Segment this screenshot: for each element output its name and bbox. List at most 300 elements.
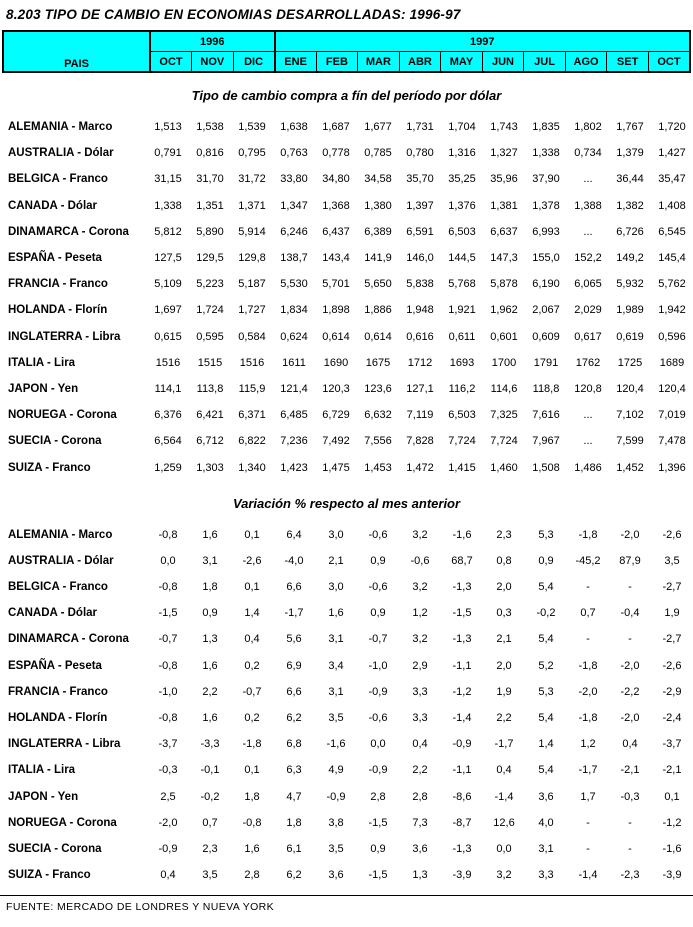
- country-label: ESPAÑA - Peseta: [8, 252, 102, 265]
- value-cell: 6,389: [364, 225, 392, 238]
- value-cell: 6,376: [154, 409, 182, 422]
- value-cell: 2,2: [412, 764, 428, 777]
- value-cell: -2,6: [662, 659, 682, 672]
- value-cell: 0,3: [496, 607, 512, 620]
- value-cell: 113,8: [196, 382, 224, 395]
- value-cell: 2,8: [412, 790, 428, 803]
- value-cell: 0,4: [160, 869, 176, 882]
- country-label: INGLATERRA - Libra: [8, 738, 121, 751]
- value-cell: 3,2: [496, 869, 512, 882]
- year-row: [3, 31, 690, 52]
- value-cell: 0,4: [622, 738, 638, 751]
- country-label: FRANCIA - Franco: [8, 685, 108, 698]
- value-cell: -1,3: [452, 581, 472, 594]
- value-cell: 2,1: [496, 633, 512, 646]
- value-cell: 2,3: [496, 528, 512, 541]
- month-header-oct-12: OCT: [648, 52, 690, 73]
- value-cell: -45,2: [575, 554, 601, 567]
- value-cell: 5,530: [280, 278, 308, 291]
- value-cell: 1,6: [202, 528, 218, 541]
- month-header-ago-10: AGO: [565, 52, 607, 73]
- value-cell: 68,7: [451, 554, 473, 567]
- value-cell: 7,556: [364, 435, 392, 448]
- value-cell: 129,5: [196, 252, 224, 265]
- country-label: AUSTRALIA - Dólar: [8, 147, 114, 160]
- month-header-ene-3: ENE: [275, 52, 317, 73]
- month-header-set-11: SET: [607, 52, 649, 73]
- year-1997-header: 1997: [275, 31, 690, 52]
- value-cell: 0,795: [238, 147, 266, 160]
- value-cell: 3,0: [328, 528, 344, 541]
- value-cell: 121,4: [280, 382, 308, 395]
- value-cell: 1,486: [574, 461, 602, 474]
- value-cell: 2,0: [496, 659, 512, 672]
- value-cell: 120,4: [658, 382, 686, 395]
- value-cell: 6,371: [238, 409, 266, 422]
- value-cell: 6,246: [280, 225, 308, 238]
- value-cell: 1,340: [238, 461, 266, 474]
- value-cell: 1,6: [202, 712, 218, 725]
- value-cell: 6,726: [616, 225, 644, 238]
- value-cell: 0,9: [370, 842, 386, 855]
- value-cell: -1,5: [452, 607, 472, 620]
- value-cell: 1,921: [448, 304, 476, 317]
- value-cell: 5,768: [448, 278, 476, 291]
- value-cell: 0,791: [154, 147, 182, 160]
- value-cell: 1,802: [574, 121, 602, 134]
- value-cell: -2,9: [662, 685, 682, 698]
- value-cell: -8,6: [452, 790, 472, 803]
- value-cell: 1,388: [574, 199, 602, 212]
- table-row: [0, 757, 693, 783]
- value-cell: 1,9: [664, 607, 680, 620]
- value-cell: -0,7: [242, 685, 262, 698]
- value-cell: 1,508: [532, 461, 560, 474]
- country-label: ESPAÑA - Peseta: [8, 659, 102, 672]
- value-cell: 6,6: [286, 685, 302, 698]
- value-cell: 3,1: [202, 554, 218, 567]
- value-cell: 0,609: [532, 330, 560, 343]
- value-cell: 116,2: [448, 382, 476, 395]
- value-cell: 1762: [575, 356, 601, 369]
- value-cell: -0,3: [620, 790, 640, 803]
- table-row: [0, 402, 693, 428]
- header-table: [2, 30, 691, 73]
- value-cell: 1,677: [364, 121, 392, 134]
- value-cell: -: [628, 842, 632, 855]
- value-cell: -0,8: [158, 528, 178, 541]
- value-cell: 5,223: [196, 278, 224, 291]
- year-1996-header: 1996: [150, 31, 275, 52]
- value-cell: 5,878: [490, 278, 518, 291]
- value-cell: 2,3: [202, 842, 218, 855]
- value-cell: 1,427: [658, 147, 686, 160]
- value-cell: -1,7: [578, 764, 598, 777]
- value-cell: 1,397: [406, 199, 434, 212]
- value-cell: 129,8: [238, 252, 266, 265]
- value-cell: -2,4: [662, 712, 682, 725]
- value-cell: 147,3: [490, 252, 518, 265]
- country-label: DINAMARCA - Corona: [8, 633, 129, 646]
- value-cell: 115,9: [238, 382, 266, 395]
- country-label: AUSTRALIA - Dólar: [8, 554, 114, 567]
- value-cell: -1,5: [368, 816, 388, 829]
- value-cell: 5,187: [238, 278, 266, 291]
- value-cell: ...: [583, 409, 593, 422]
- value-cell: 1,8: [286, 816, 302, 829]
- country-label: HOLANDA - Florín: [8, 712, 108, 725]
- month-header-jul-9: JUL: [524, 52, 566, 73]
- value-cell: 0,2: [244, 712, 260, 725]
- value-cell: 0,601: [490, 330, 518, 343]
- value-cell: 6,822: [238, 435, 266, 448]
- value-cell: -0,6: [410, 554, 430, 567]
- value-cell: 0,624: [280, 330, 308, 343]
- value-cell: 0,2: [244, 659, 260, 672]
- value-cell: -3,3: [200, 738, 220, 751]
- value-cell: 1,382: [616, 199, 644, 212]
- value-cell: -0,8: [158, 712, 178, 725]
- value-cell: 1,408: [658, 199, 686, 212]
- value-cell: -1,5: [368, 869, 388, 882]
- table-row: [0, 522, 693, 548]
- value-cell: 6,437: [322, 225, 350, 238]
- value-cell: 6,6: [286, 581, 302, 594]
- value-cell: 0,7: [202, 816, 218, 829]
- value-cell: -1,1: [452, 764, 472, 777]
- value-cell: 0,9: [538, 554, 554, 567]
- value-cell: 138,7: [280, 252, 308, 265]
- value-cell: 1,886: [364, 304, 392, 317]
- value-cell: -1,6: [326, 738, 346, 751]
- value-cell: -2,0: [158, 816, 178, 829]
- country-label: INGLATERRA - Libra: [8, 330, 121, 343]
- value-cell: 3,1: [538, 842, 554, 855]
- country-label: CANADA - Dólar: [8, 199, 98, 212]
- pais-column-header: PAIS: [3, 31, 150, 72]
- value-cell: 1516: [239, 356, 265, 369]
- value-cell: 2,8: [244, 869, 260, 882]
- country-label: CANADA - Dólar: [8, 607, 98, 620]
- value-cell: 7,3: [412, 816, 428, 829]
- value-cell: 3,6: [538, 790, 554, 803]
- value-cell: 3,5: [328, 712, 344, 725]
- value-cell: 2,0: [496, 581, 512, 594]
- value-cell: 118,8: [532, 382, 560, 395]
- table-row: [0, 731, 693, 757]
- value-cell: 127,5: [154, 252, 182, 265]
- value-cell: -0,6: [368, 528, 388, 541]
- value-cell: 5,890: [196, 225, 224, 238]
- value-cell: 0,734: [574, 147, 602, 160]
- value-cell: 1,4: [244, 607, 260, 620]
- value-cell: 5,6: [286, 633, 302, 646]
- value-cell: 1,475: [322, 461, 350, 474]
- value-cell: 6,712: [196, 435, 224, 448]
- value-cell: -0,6: [368, 581, 388, 594]
- value-cell: 152,2: [574, 252, 602, 265]
- value-cell: 3,5: [664, 554, 680, 567]
- value-cell: 0,596: [658, 330, 686, 343]
- value-cell: 35,70: [406, 173, 434, 186]
- value-cell: 1,697: [154, 304, 182, 317]
- value-cell: 2,2: [496, 712, 512, 725]
- value-cell: -1,4: [494, 790, 514, 803]
- value-cell: -1,8: [242, 738, 262, 751]
- value-cell: -3,9: [662, 869, 682, 882]
- value-cell: -: [586, 842, 590, 855]
- value-cell: 1693: [449, 356, 475, 369]
- value-cell: 123,6: [364, 382, 392, 395]
- value-cell: -2,0: [620, 712, 640, 725]
- value-cell: 7,236: [280, 435, 308, 448]
- value-cell: 1,351: [196, 199, 224, 212]
- month-header-dic-2: DIC: [233, 52, 275, 73]
- table-row: [0, 679, 693, 705]
- value-cell: -1,5: [158, 607, 178, 620]
- value-cell: 0,595: [196, 330, 224, 343]
- value-cell: -0,9: [326, 790, 346, 803]
- value-cell: 6,729: [322, 409, 350, 422]
- month-header-jun-8: JUN: [482, 52, 524, 73]
- month-header-feb-4: FEB: [316, 52, 358, 73]
- value-cell: 6,993: [532, 225, 560, 238]
- value-cell: -0,3: [158, 764, 178, 777]
- value-cell: 1,538: [196, 121, 224, 134]
- value-cell: 5,4: [538, 581, 554, 594]
- value-cell: 6,2: [286, 869, 302, 882]
- value-cell: -0,8: [242, 816, 262, 829]
- value-cell: -1,3: [452, 842, 472, 855]
- value-cell: 6,9: [286, 659, 302, 672]
- value-cell: 5,4: [538, 712, 554, 725]
- table-row: [0, 376, 693, 402]
- value-cell: 6,2: [286, 712, 302, 725]
- value-cell: 0,611: [448, 330, 476, 343]
- value-cell: -1,4: [452, 712, 472, 725]
- value-cell: 149,2: [616, 252, 644, 265]
- country-label: JAPON - Yen: [8, 382, 79, 395]
- value-cell: 1,724: [196, 304, 224, 317]
- value-cell: -0,1: [200, 764, 220, 777]
- value-cell: 141,9: [364, 252, 392, 265]
- value-cell: 7,616: [532, 409, 560, 422]
- value-cell: 1,378: [532, 199, 560, 212]
- value-cell: 3,1: [328, 633, 344, 646]
- value-cell: 6,8: [286, 738, 302, 751]
- value-cell: 0,763: [280, 147, 308, 160]
- value-cell: -2,7: [662, 633, 682, 646]
- value-cell: 1,396: [658, 461, 686, 474]
- value-cell: 7,599: [616, 435, 644, 448]
- value-cell: 3,5: [328, 842, 344, 855]
- value-cell: 4,9: [328, 764, 344, 777]
- value-cell: 1,7: [580, 790, 596, 803]
- value-cell: 6,503: [448, 409, 476, 422]
- table-body: [0, 88, 693, 888]
- value-cell: 2,067: [532, 304, 560, 317]
- table-row: [0, 836, 693, 862]
- value-cell: 6,632: [364, 409, 392, 422]
- value-cell: 5,650: [364, 278, 392, 291]
- value-cell: 0,778: [322, 147, 350, 160]
- value-cell: 1516: [155, 356, 181, 369]
- value-cell: 5,3: [538, 685, 554, 698]
- table-row: [0, 600, 693, 626]
- value-cell: 6,421: [196, 409, 224, 422]
- value-cell: 0,619: [616, 330, 644, 343]
- value-cell: 144,5: [448, 252, 476, 265]
- table-row: [0, 271, 693, 297]
- value-cell: 0,1: [244, 581, 260, 594]
- value-cell: 1,3: [202, 633, 218, 646]
- table-row: [0, 219, 693, 245]
- value-cell: 7,828: [406, 435, 434, 448]
- value-cell: 2,5: [160, 790, 176, 803]
- value-cell: -2,3: [620, 869, 640, 882]
- value-cell: -1,0: [158, 685, 178, 698]
- value-cell: -0,2: [536, 607, 556, 620]
- value-cell: -0,9: [368, 685, 388, 698]
- value-cell: 7,967: [532, 435, 560, 448]
- table-row: [0, 626, 693, 652]
- value-cell: 5,4: [538, 764, 554, 777]
- value-cell: 0,9: [370, 607, 386, 620]
- value-cell: 1675: [365, 356, 391, 369]
- value-cell: 3,3: [412, 685, 428, 698]
- value-cell: 3,1: [328, 685, 344, 698]
- value-cell: 1,460: [490, 461, 518, 474]
- value-cell: 7,492: [322, 435, 350, 448]
- value-cell: 120,3: [322, 382, 350, 395]
- value-cell: -1,2: [662, 816, 682, 829]
- value-cell: 0,584: [238, 330, 266, 343]
- value-cell: 31,15: [154, 173, 182, 186]
- value-cell: 3,5: [202, 869, 218, 882]
- value-cell: 1,303: [196, 461, 224, 474]
- value-cell: -: [586, 633, 590, 646]
- value-cell: 31,72: [238, 173, 266, 186]
- value-cell: 3,2: [412, 581, 428, 594]
- value-cell: 34,80: [322, 173, 350, 186]
- value-cell: 3,0: [328, 581, 344, 594]
- country-label: ITALIA - Lira: [8, 764, 76, 777]
- country-label: NORUEGA - Corona: [8, 409, 117, 422]
- value-cell: -0,8: [158, 581, 178, 594]
- value-cell: 5,4: [538, 633, 554, 646]
- value-cell: 1,989: [616, 304, 644, 317]
- value-cell: 1,6: [244, 842, 260, 855]
- value-cell: 1,338: [154, 199, 182, 212]
- value-cell: 1,472: [406, 461, 434, 474]
- value-cell: -0,9: [368, 764, 388, 777]
- value-cell: 155,0: [532, 252, 560, 265]
- value-cell: -1,8: [578, 712, 598, 725]
- month-header-may-7: MAY: [441, 52, 483, 73]
- country-label: SUIZA - Franco: [8, 461, 91, 474]
- value-cell: 1791: [533, 356, 559, 369]
- value-cell: 1,898: [322, 304, 350, 317]
- value-cell: -2,6: [242, 554, 262, 567]
- value-cell: 1,2: [412, 607, 428, 620]
- value-cell: 35,47: [658, 173, 686, 186]
- value-cell: 0,614: [322, 330, 350, 343]
- value-cell: -2,2: [620, 685, 640, 698]
- value-cell: -4,0: [284, 554, 304, 567]
- value-cell: 0,1: [244, 764, 260, 777]
- value-cell: 4,7: [286, 790, 302, 803]
- value-cell: 0,9: [370, 554, 386, 567]
- value-cell: -2,7: [662, 581, 682, 594]
- value-cell: 7,478: [658, 435, 686, 448]
- value-cell: 1,338: [532, 147, 560, 160]
- value-cell: 0,1: [664, 790, 680, 803]
- value-cell: 1,8: [202, 581, 218, 594]
- value-cell: 1,6: [202, 659, 218, 672]
- value-cell: 1,948: [406, 304, 434, 317]
- value-cell: 0,1: [244, 528, 260, 541]
- value-cell: -0,9: [158, 842, 178, 855]
- value-cell: 1725: [617, 356, 643, 369]
- table-row: [0, 166, 693, 192]
- value-cell: 12,6: [493, 816, 515, 829]
- value-cell: 1,539: [238, 121, 266, 134]
- value-cell: 36,44: [616, 173, 644, 186]
- value-cell: 0,8: [496, 554, 512, 567]
- value-cell: 35,96: [490, 173, 518, 186]
- value-cell: 5,838: [406, 278, 434, 291]
- value-cell: 5,762: [658, 278, 686, 291]
- table-row: [0, 193, 693, 219]
- value-cell: 1,316: [448, 147, 476, 160]
- value-cell: -1,7: [494, 738, 514, 751]
- value-cell: 0,616: [406, 330, 434, 343]
- value-cell: 2,8: [370, 790, 386, 803]
- value-cell: 1,9: [496, 685, 512, 698]
- value-cell: 7,724: [490, 435, 518, 448]
- value-cell: 1,371: [238, 199, 266, 212]
- value-cell: 1,6: [328, 607, 344, 620]
- country-label: SUIZA - Franco: [8, 869, 91, 882]
- value-cell: -3,7: [158, 738, 178, 751]
- value-cell: 3,2: [412, 528, 428, 541]
- value-cell: ...: [583, 435, 593, 448]
- value-cell: -0,9: [452, 738, 472, 751]
- country-label: ALEMANIA - Marco: [8, 121, 113, 134]
- value-cell: 1,835: [532, 121, 560, 134]
- value-cell: 2,029: [574, 304, 602, 317]
- value-cell: 3,8: [328, 816, 344, 829]
- value-cell: 1712: [407, 356, 433, 369]
- value-cell: 6,485: [280, 409, 308, 422]
- value-cell: 0,0: [160, 554, 176, 567]
- value-cell: 5,2: [538, 659, 554, 672]
- value-cell: -1,1: [452, 659, 472, 672]
- value-cell: 143,4: [322, 252, 350, 265]
- country-label: NORUEGA - Corona: [8, 816, 117, 829]
- value-cell: 0,0: [496, 842, 512, 855]
- country-label: JAPON - Yen: [8, 790, 79, 803]
- value-cell: 6,1: [286, 842, 302, 855]
- value-cell: -8,7: [452, 816, 472, 829]
- value-cell: 1689: [659, 356, 685, 369]
- value-cell: -0,4: [620, 607, 640, 620]
- value-cell: 5,812: [154, 225, 182, 238]
- country-label: BELGICA - Franco: [8, 173, 108, 186]
- value-cell: 1,327: [490, 147, 518, 160]
- value-cell: -2,0: [620, 528, 640, 541]
- value-cell: 0,4: [496, 764, 512, 777]
